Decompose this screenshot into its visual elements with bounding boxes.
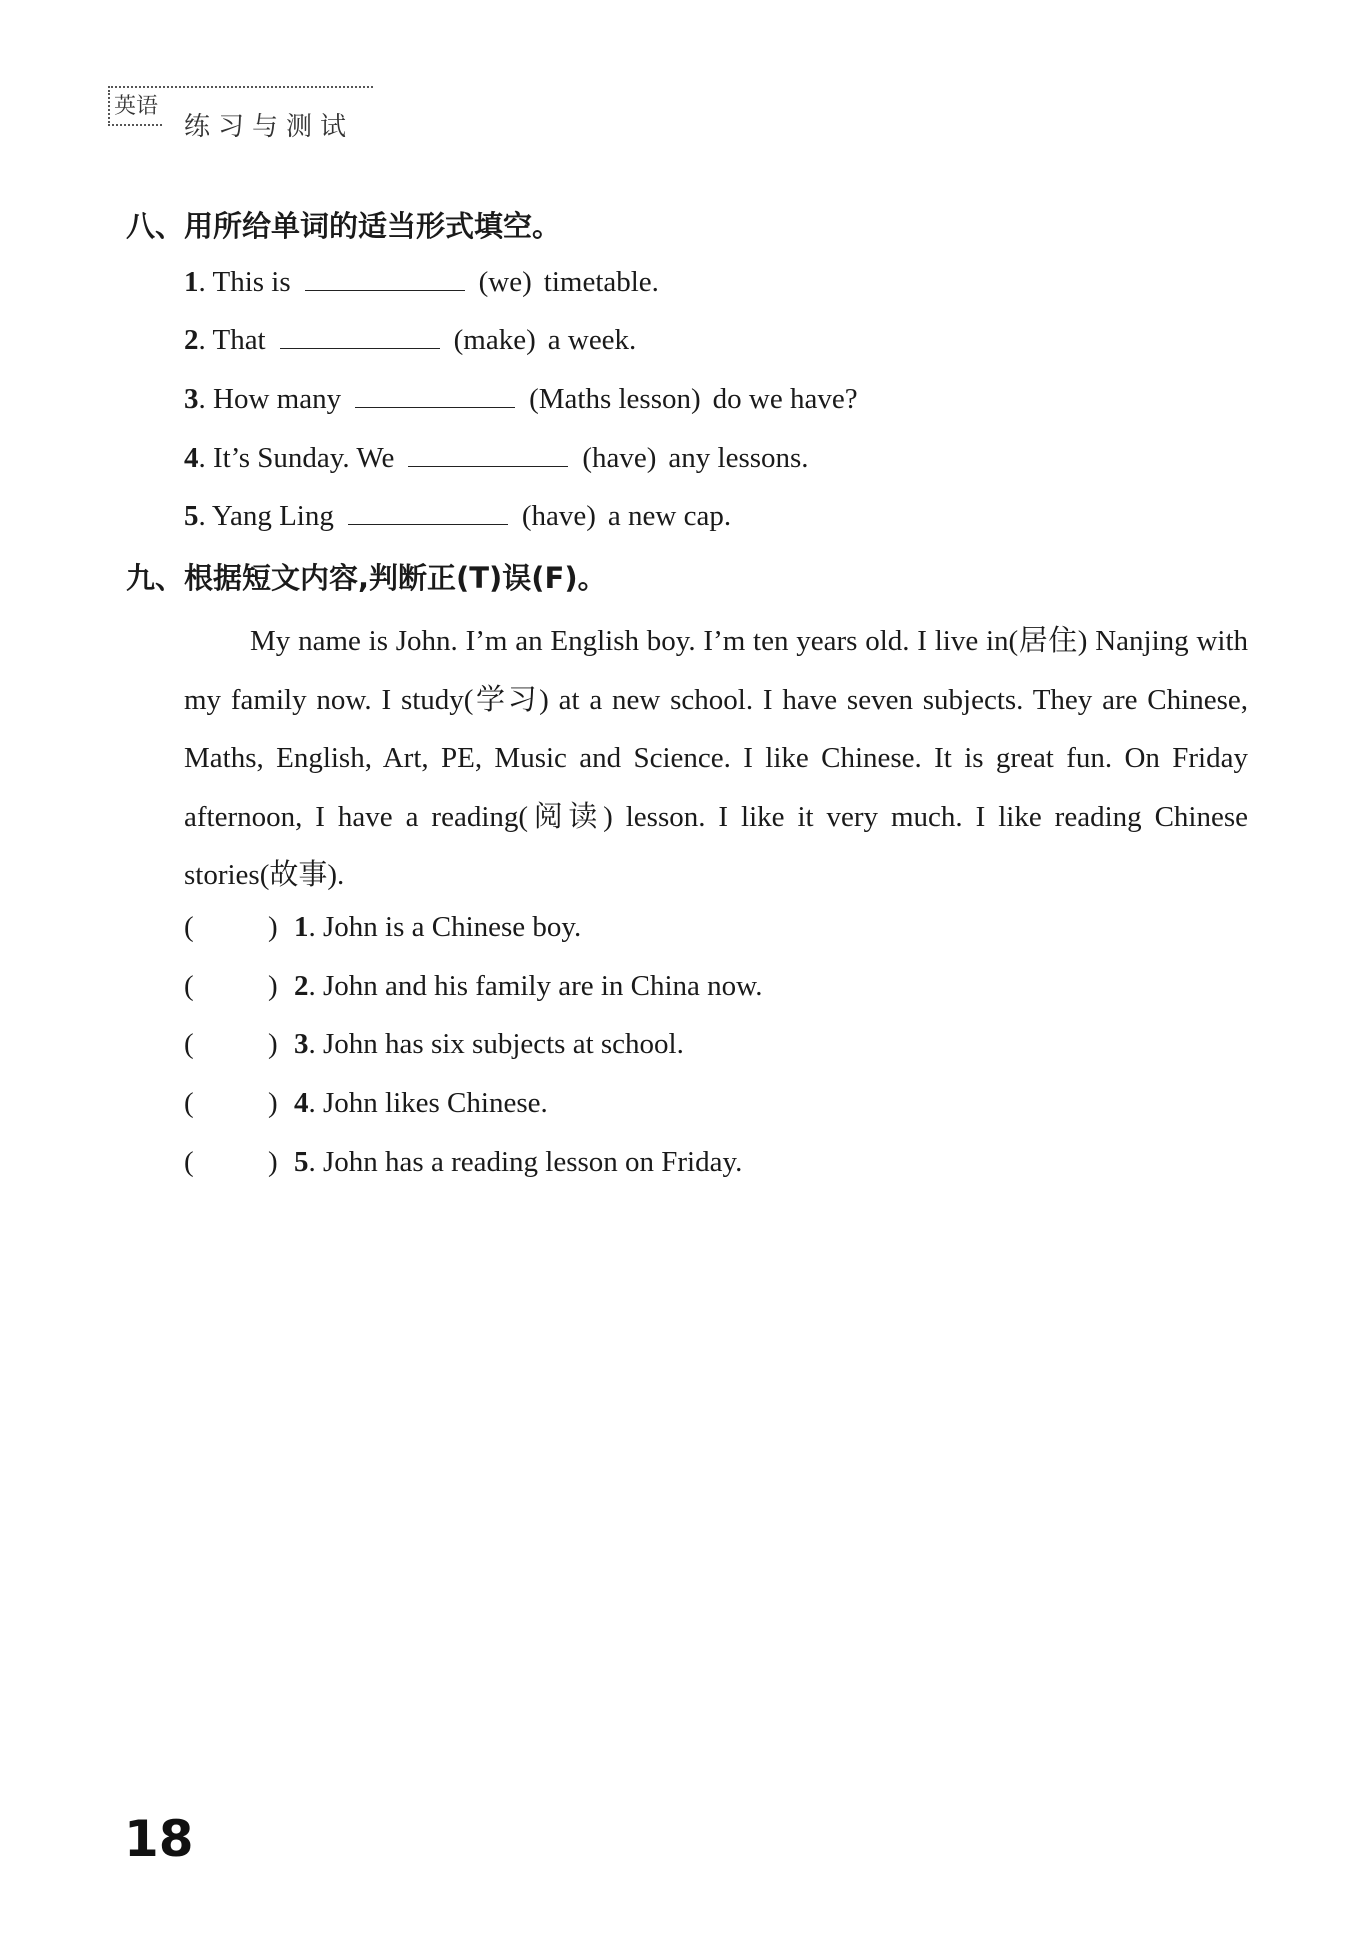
book-title: 练习与测试: [184, 112, 355, 142]
item-text-after: a new cap.: [607, 500, 732, 532]
answer-blank[interactable]: [305, 264, 465, 291]
item-number: 5: [294, 1146, 309, 1178]
reading-passage: My name is John. I’m an English boy. I’m ten years old. I live in(居住) Nanjing with my family now. I study(学习) at a new school. I have seven subjects. They are Chinese, Maths, English, Art, PE, Music and Science. I like Chinese. It is great fun. On Friday afternoon, I have a reading(阅读) lesson. I like it very much. I like reading Chinese stories(故事).: [184, 625, 1248, 892]
fill-item-3: [184, 379, 858, 419]
word-hint: (have): [582, 442, 657, 474]
word-hint: (Maths lesson): [529, 383, 701, 415]
answer-paren-open[interactable]: (: [184, 970, 194, 1002]
item-number: 1: [184, 266, 199, 298]
item-number: 2: [294, 970, 309, 1002]
item-text-before: . That: [198, 324, 266, 356]
answer-paren-open[interactable]: (: [184, 1028, 194, 1060]
section-9-title: 九、根据短文内容,判断正(T)误(F)。: [126, 561, 607, 595]
item-number: 3: [294, 1028, 309, 1060]
item-text-before: . It’s Sunday. We: [198, 442, 395, 474]
item-number: 1: [294, 911, 309, 943]
tf-item-3: [184, 1024, 684, 1064]
item-text-after: any lessons.: [668, 442, 809, 474]
page-header: [108, 86, 373, 146]
item-number: 4: [184, 442, 199, 474]
item-text: . John likes Chinese.: [308, 1087, 548, 1119]
item-text-after: do we have?: [712, 383, 858, 415]
tf-item-4: [184, 1083, 548, 1123]
item-text: . John and his family are in China now.: [308, 970, 763, 1002]
tf-item-1: [184, 907, 581, 947]
item-text: . John is a Chinese boy.: [308, 911, 582, 943]
word-hint: (have): [521, 500, 596, 532]
answer-paren-open[interactable]: (: [184, 911, 194, 943]
word-hint: (we): [478, 266, 532, 298]
tf-item-2: [184, 966, 763, 1006]
word-hint: (make): [453, 324, 536, 356]
item-text-before: . Yang Ling: [198, 500, 334, 532]
answer-paren-open[interactable]: (: [184, 1087, 194, 1119]
answer-paren-close: ): [268, 1028, 278, 1060]
fill-item-1: [184, 262, 659, 302]
answer-paren-open[interactable]: (: [184, 1146, 194, 1178]
item-number: 3: [184, 383, 199, 415]
fill-item-4: [184, 438, 809, 478]
header-dotted-rule: [108, 86, 373, 88]
answer-blank[interactable]: [280, 322, 440, 349]
item-text-before: . This is: [198, 266, 291, 298]
section-8-title: 八、用所给单词的适当形式填空。: [126, 209, 562, 243]
item-text: . John has a reading lesson on Friday.: [308, 1146, 743, 1178]
item-text-before: . How many: [198, 383, 342, 415]
item-number: 2: [184, 324, 199, 356]
item-number: 5: [184, 500, 199, 532]
answer-paren-close: ): [268, 911, 278, 943]
answer-paren-close: ): [268, 970, 278, 1002]
answer-blank[interactable]: [348, 498, 508, 525]
fill-item-2: [184, 320, 636, 360]
page-number: 18: [124, 1810, 194, 1868]
item-number: 4: [294, 1087, 309, 1119]
answer-paren-close: ): [268, 1146, 278, 1178]
answer-blank[interactable]: [408, 440, 568, 467]
fill-item-5: [184, 496, 731, 536]
answer-paren-close: ): [268, 1087, 278, 1119]
tf-item-5: [184, 1142, 742, 1182]
item-text-after: timetable.: [543, 266, 659, 298]
subject-tag: 英语: [108, 90, 162, 126]
item-text: . John has six subjects at school.: [308, 1028, 684, 1060]
item-text-after: a week.: [547, 324, 637, 356]
answer-blank[interactable]: [355, 381, 515, 408]
